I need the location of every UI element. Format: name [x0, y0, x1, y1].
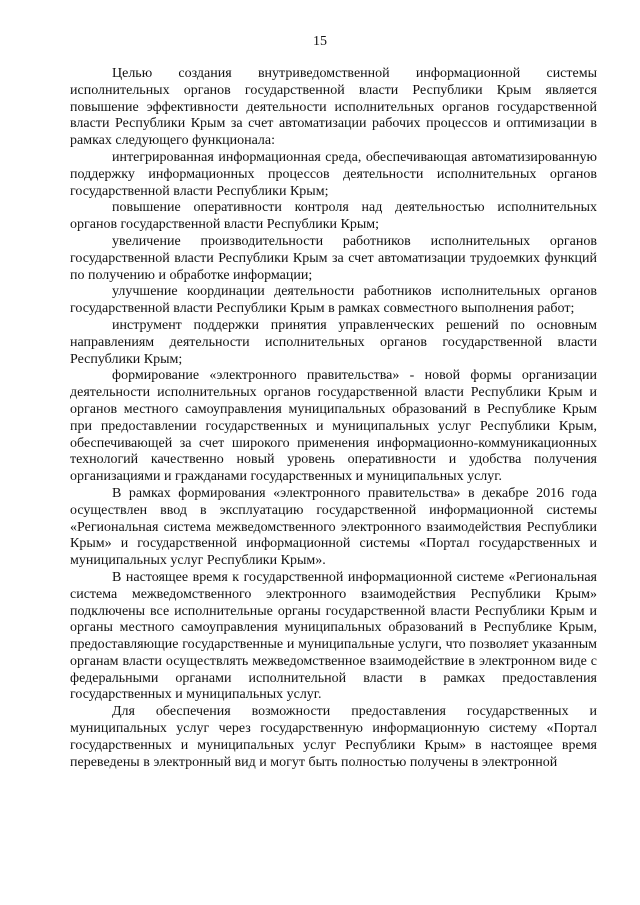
paragraph-commissioning: В рамках формирования «электронного правительства» в декабре 2016 года осуществлен ввод в эксплуатацию государственной информационной системы «Региональная система межведомственного электронного взаимодействия Республики Крым» и государственной информационной системы «Портал государственных и муниципальных услуг Республики Крым».: [70, 485, 597, 569]
paragraph-item-decision-support: инструмент поддержки принятия управленческих решений по основным направлениям деятельности исполнительных органов государственной власти Республики Крым;: [70, 317, 597, 367]
paragraph-goal: Целью создания внутриведомственной информационной системы исполнительных органов государственной власти Республики Крым является повышение эффективности деятельности исполнительных органов государственной власти Республики Крым за счет автоматизации рабочих процессов и оптимизации в рамках следующего функционала:: [70, 66, 597, 149]
page-number: 15: [313, 34, 327, 49]
paragraph-item-coordination: улучшение координации деятельности работников исполнительных органов государственной власти Республики Крым в рамках совместного выполнения работ;: [70, 284, 597, 317]
paragraph-item-control-efficiency: повышение оперативности контроля над деятельностью исполнительных органов государственной власти Республики Крым;: [70, 200, 597, 233]
paragraph-current-connection: В настоящее время к государственной информационной системе «Региональная система межведомственного электронного взаимодействия Республики Крым» подключены все исполнительные органы государственной власти Республики Крым и органы местного самоуправления муниципальных образований в Республике Крым, предоставляющие государственные и муниципальные услуги, что позволяет указанным органам власти осуществлять межведомственное взаимодействие в электронном виде с федеральными органами исполнительной власти в рамках предоставления государственных и муниципальных услуг.: [70, 569, 597, 703]
paragraph-item-integrated-environment: интегрированная информационная среда, обеспечивающая автоматизированную поддержку информационных процессов деятельности исполнительных органов государственной власти Республики Крым;: [70, 149, 597, 199]
paragraph-item-productivity: увеличение производительности работников исполнительных органов государственной власти Республики Крым за счет автоматизации трудоемких функций по получению и обработке информации;: [70, 233, 597, 283]
paragraph-services-portal: Для обеспечения возможности предоставления государственных и муниципальных услуг через государственную информационную систему «Портал государственных и муниципальных услуг Республики Крым» в настоящее время переведены в электронный вид и могут быть полностью получены в электронной: [70, 704, 597, 770]
document-body: [70, 66, 597, 771]
paragraph-item-e-government: формирование «электронного правительства» - новой формы организации деятельности исполнительных органов государственной власти Республики Крым и органов местного самоуправления муниципальных образований в Республике Крым при предоставлении государственных и муниципальных услуг Республики Крым, обеспечивающей за счет широкого применения информационно-коммуникационных технологий качественно новый уровень оперативности и удобства получения организациями и гражданами государственных и муниципальных услуг.: [70, 368, 597, 485]
